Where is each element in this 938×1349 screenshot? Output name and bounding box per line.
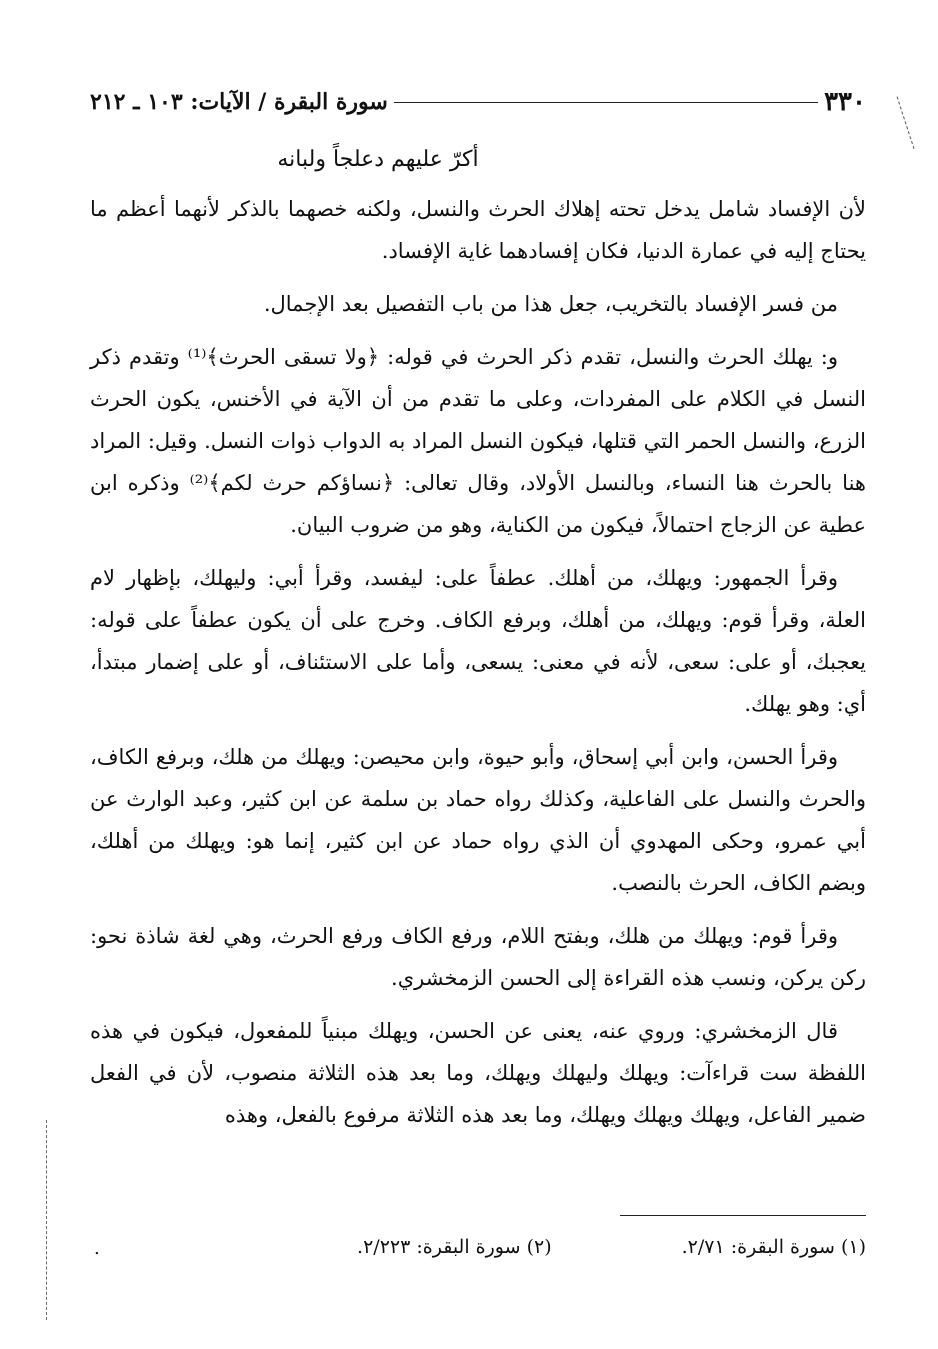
header-rule <box>394 102 818 103</box>
running-title: سورة البقرة / الآيات: ١٠٣ ـ ٢١٢ <box>90 89 388 115</box>
paragraph: لأن الإفساد شامل يدخل تحته إهلاك الحرث والنسل، ولكنه خصهما بالذكر لأنهما أعظم ما يحتاج إليه في عمارة الدنيا، فكان إفسادهما غاية الإفساد. <box>90 197 866 263</box>
footnote: (٢) سورة البقرة: ٢/٢٢٣. <box>357 1236 552 1258</box>
footnote-rule <box>620 1215 866 1216</box>
body-text <box>90 188 866 1147</box>
footnotes <box>90 1232 866 1262</box>
paragraph: قال الزمخشري: وروي عنه، يعنى عن الحسن، ويهلك مبنياً للمفعول، فيكون في هذه اللفظة ست قراءآت: ويهلك وليهلك ويهلك، وما بعد هذه الثلاثة منصوب، لأن في الفعل ضمير الفاعل، ويهلك ويهلك ويهلك، وما بعد هذه الثلاثة مرفوع بالفعل، وهذه <box>90 1019 866 1127</box>
scan-artifact-line <box>46 1120 47 1320</box>
page-number: ٣٣٠ <box>824 87 866 117</box>
footnote: (١) سورة البقرة: ٢/٧١. <box>681 1236 866 1258</box>
poetry-verse: أكرّ عليهم دعلجاً ولبانه <box>277 147 479 172</box>
paragraph: وقرأ قوم: ويهلك من هلك، وبفتح اللام، ورفع الكاف ورفع الحرث، وهي لغة شاذة نحو: ركن يركن، ونسب هذه القراءة إلى الحسن الزمخشري. <box>90 924 866 990</box>
paragraph: وقرأ الحسن، وابن أبي إسحاق، وأبو حيوة، وابن محيصن: ويهلك من هلك، وبرفع الكاف، والحرث والنسل على الفاعلية، وكذلك رواه حماد بن سلمة عن ابن كثير، وعبد الوارث عن أبي عمرو، وحكى المهدوي أن الذي رواه حماد عن ابن كثير، إنما هو: ويهلك من أهلك، وبضم الكاف، الحرث بالنصب. <box>90 745 866 895</box>
page-header <box>90 82 866 122</box>
paragraph: من فسر الإفساد بالتخريب، جعل هذا من باب التفصيل بعد الإجمال. <box>263 292 838 316</box>
paragraph: و: يهلك الحرث والنسل، تقدم ذكر الحرث في قوله: ﴿ولا تسقى الحرث﴾⁽¹⁾ وتقدم ذكر النسل في الكلام على المفردات، وعلى ما تقدم من أن الآية في الأخنس، يكون الحرث الزرع، والنسل الحمر التي قتلها، فيكون النسل المراد به الدواب ذوات النسل. وقيل: المراد هنا بالحرث هنا النساء، وبالنسل الأولاد، وقال تعالى: ﴿نساؤكم حرث لكم﴾⁽²⁾ وذكره ابن عطية عن الزجاج احتمالاً، فيكون من الكناية، وهو من ضروب البيان. <box>90 345 866 537</box>
scan-artifact-mark <box>897 96 917 149</box>
paragraph: وقرأ الجمهور: ويهلك، من أهلك. عطفاً على: ليفسد، وقرأ أبي: وليهلك، بإظهار لام العلة، وقرأ قوم: ويهلك، من أهلك، وبرفع الكاف. وخرج على أن يكون عطفاً على قوله: يعجبك، أو على: سعى، لأنه في معنى: يسعى، وأما على الاستئناف، أو على إضمار مبتدأ، أي: وهو يهلك. <box>90 566 866 716</box>
trailing-mark: . <box>94 1238 100 1259</box>
